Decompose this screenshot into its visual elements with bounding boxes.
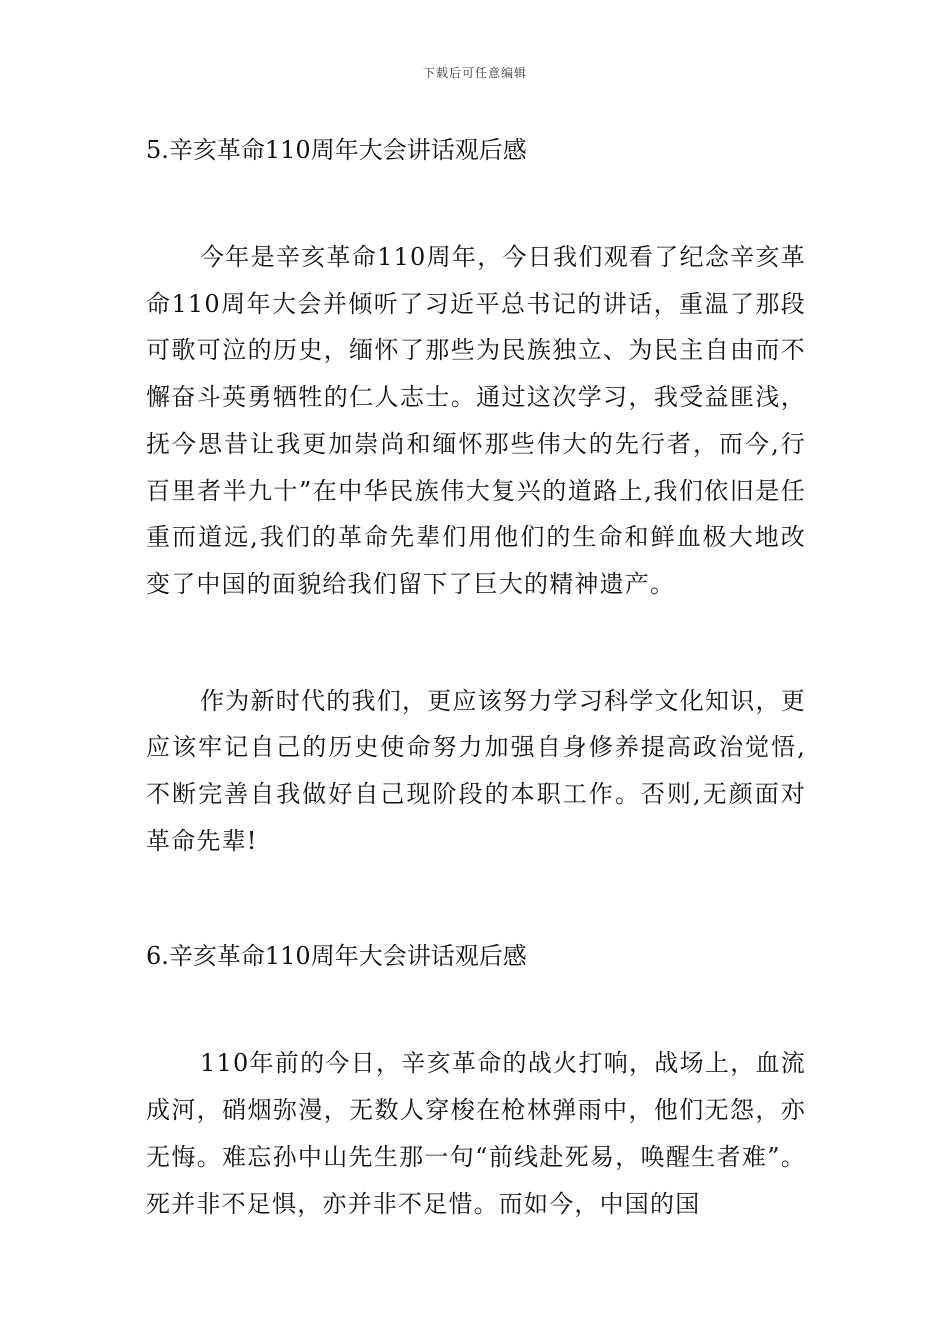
section-5-paragraph-1: 今年是辛亥革命110周年，今日我们观看了纪念辛亥革命110周年大会并倾听了习近平总书记的讲话，重温了那段可歌可泣的历史，缅怀了那些为民族独立、为民主自由而不懈奋斗英勇牺牲的仁人志士。通过这次学习，我受益匪浅，抚今思昔让我更加崇尚和缅怀那些伟大的先行者，而今,行百里者半九十”在中华民族伟大复兴的道路上,我们依旧是任重而道远,我们的革命先辈们用他们的生命和鲜血极大地改变了中国的面貌给我们留下了巨大的精神遗产。 <box>146 243 806 598</box>
document-body <box>146 128 806 1227</box>
section-5-paragraph-2: 作为新时代的我们，更应该努力学习科学文化知识，更应该牢记自己的历史使命努力加强自身修养提高政治觉悟,不断完善自我做好自己现阶段的本职工作。否则,无颜面对革命先辈! <box>146 686 806 855</box>
section-6-paragraph-1: 110年前的今日，辛亥革命的战火打响，战场上，血流成河，硝烟弥漫，无数人穿梭在枪林弹雨中，他们无怨，亦无悔。难忘孙中山先生那一句“前线赴死易，唤醒生者难”。死并非不足惧，亦并非不足惜。而如今，中国的国 <box>146 1049 806 1218</box>
section-5-title: 5.辛亥革命110周年大会讲话观后感 <box>146 136 527 164</box>
page-header-note: 下载后可任意编辑 <box>422 66 527 80</box>
section-6-title: 6.辛亥革命110周年大会讲话观后感 <box>146 942 527 971</box>
